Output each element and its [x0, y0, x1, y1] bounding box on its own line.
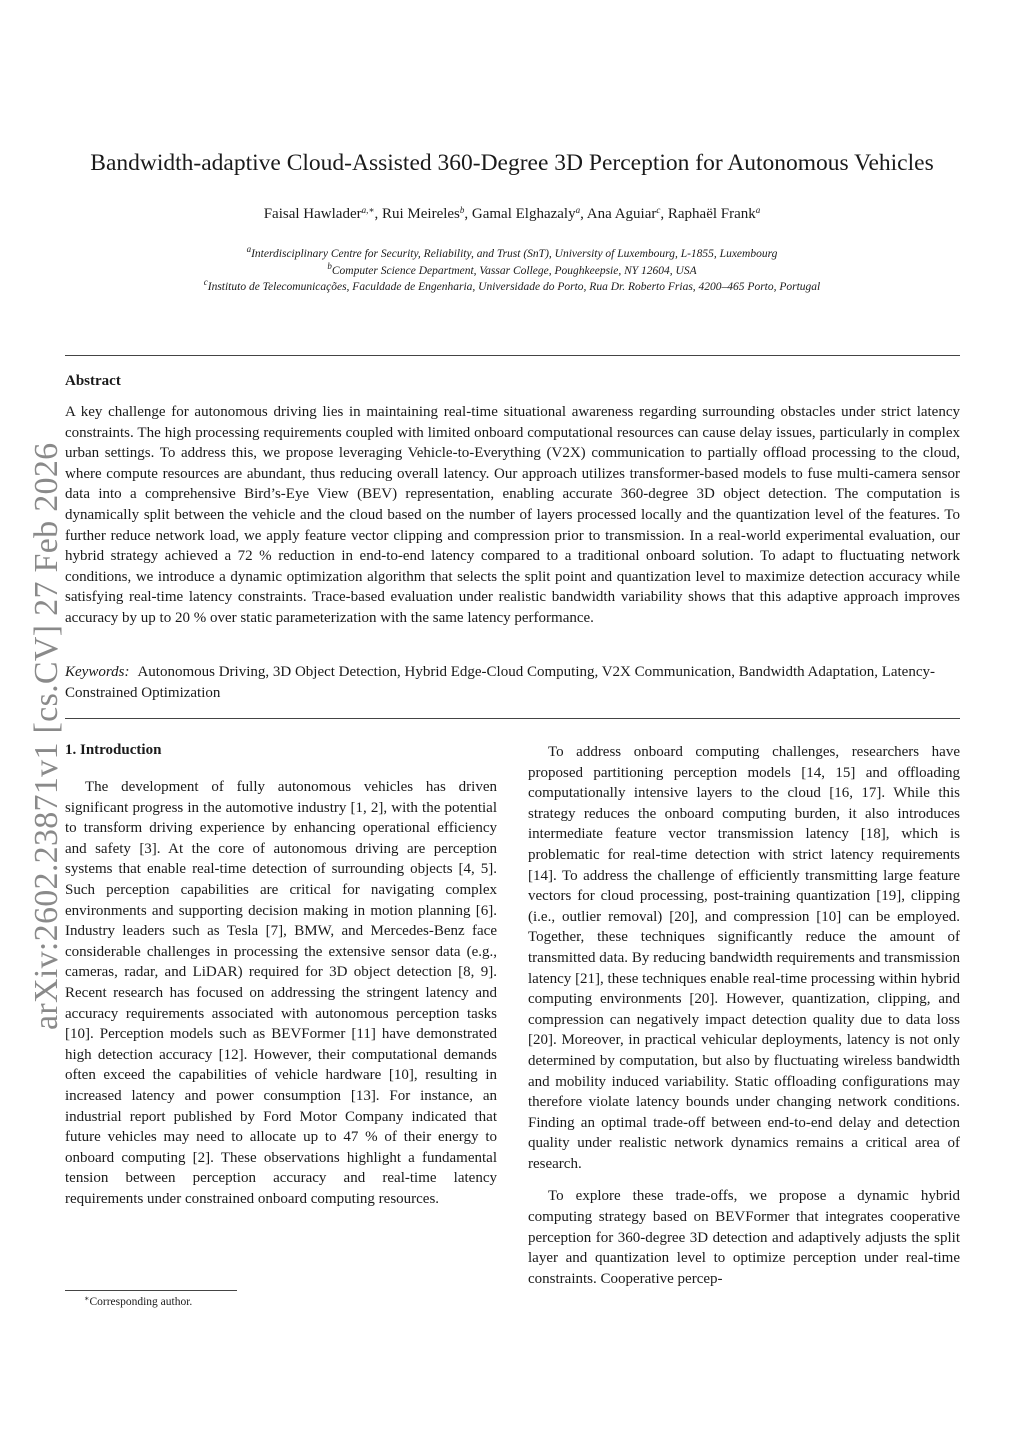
- abstract-heading: Abstract: [65, 373, 121, 389]
- author-affiliation-mark: a,∗: [361, 205, 375, 215]
- footnote-divider: [65, 1290, 237, 1291]
- affiliation-mark: b: [327, 260, 332, 271]
- arxiv-identifier-stamp: arXiv:2602.23871v1 [cs.CV] 27 Feb 2026: [28, 442, 65, 1030]
- affiliation-mark: a: [246, 244, 252, 254]
- affiliation: [0, 260, 1024, 280]
- affiliation: [0, 279, 1024, 296]
- author-affiliation-mark: a: [755, 205, 761, 215]
- left-column: [65, 777, 497, 1209]
- right-column: [528, 742, 960, 1289]
- abstract-text: A key challenge for autonomous driving lies in maintaining real-time situational awareness regarding surrounding obstacles under strict latency constraints. The high processing requirements coupled with limited onboard computational resources can cause delay issues, particularly in complex urban settings. To address this, we propose leveraging Vehicle-to-Everything (V2X) communication to partially offload processing to the cloud, where compute resources are abundant, thus reducing overall latency. Our approach utilizes transformer-based models to fuse multi-camera sensor data into a comprehensive Bird’s-Eye View (BEV) representation, enabling accurate 360-degree 3D object detection. The computation is dynamically split between the vehicle and the cloud based on the number of layers processed locally and the quantization level of the features. To further reduce network load, we apply feature vector clipping and compression prior to transmission. In a real-world experimental evaluation, our hybrid strategy achieved a 72 % reduction in end-to-end latency compared to a traditional onboard solution. To adapt to fluctuating network conditions, we introduce a dynamic optimization algorithm that selects the split point and quantization level to maximize detection accuracy while satisfying real-time latency constraints. Trace-based evaluation under realistic bandwidth variability shows that this adaptive approach improves accuracy by up to 20 % over static parameterization with the same latency performance.: [65, 404, 960, 626]
- keywords: [65, 662, 960, 703]
- affiliation-mark: c: [203, 277, 208, 287]
- affiliation-text: Instituto de Telecomunicações, Faculdade de Engenharia, Universidade do Porto, Rua Dr. Roberto Frias, 4200–465 Porto, Portugal: [207, 281, 821, 293]
- body-paragraph: The development of fully autonomous vehicles has driven significant progress in the automotive industry [1, 2], with the potential to transform driving experience by enhancing operational efficiency and safety [3]. At the core of autonomous driving are perception systems that enable real-time detection of surrounding objects [4, 5]. Such perception capabilities are critical for navigating complex environments and supporting decision making in motion planning [6]. Industry leaders such as Tesla [7], BMW, and Mercedes-Benz face considerable challenges in processing the extensive sensor data (e.g., cameras, radar, and LiDAR) required for 3D object detection [8, 9]. Recent research has focused on addressing the stringent latency and accuracy requirements associated with autonomous perception tasks [10]. Perception models such as BEVFormer [11] have demonstrated high detection accuracy [12]. However, their computational demands often exceed the capabilities of vehicle hardware [10], resulting in increased latency and power consumption [13]. For instance, an industrial report published by Ford Motor Company indicated that future vehicles may need to allocate up to 47 % of their energy to onboard computing [2]. These observations highlight a fundamental tension between perception accuracy and real-time latency requirements under constrained onboard computing resources.: [65, 779, 497, 1207]
- author-affiliation-mark: b: [459, 205, 465, 215]
- keywords-label: Keywords:: [65, 664, 130, 680]
- author-name: Gamal Elghazaly: [471, 206, 576, 222]
- footnote: [84, 1296, 192, 1308]
- affiliation: [0, 246, 1024, 263]
- author-name: Rui Meireles: [381, 206, 460, 222]
- author-affiliation-mark: c: [656, 205, 661, 215]
- author-name: Ana Aguiar: [586, 206, 657, 222]
- bottom-divider: [65, 718, 960, 719]
- author-list: Faisal Hawlader$^{a,∗}$, Rui Meireles$^b$, Gamal Elghazaly$^a$, Ana Aguiar$^c$, Raphaël Frank$^a$: [263, 205, 761, 222]
- author-name: Faisal Hawlader: [263, 206, 362, 222]
- body-paragraph: To explore these trade-offs, we propose a dynamic hybrid computing strategy based on BEVFormer that integrates cooperative perception for 360-degree 3D detection and adaptively adjusts the split layer and quantization level to optimize perception under real-time constraints. Cooperative percep-: [528, 1188, 960, 1287]
- author-name: Raphaël Frank: [667, 206, 756, 222]
- top-divider: [65, 355, 960, 356]
- body-paragraph: To address onboard computing challenges, researchers have proposed partitioning perception models [14, 15] and offloading computationally intensive layers to the cloud [16, 17]. While this strategy reduces the onboard computing burden, it also introduces intermediate feature vector transmission latency [18], which is problematic for real-time detection with strict latency requirements [14]. To address the challenge of efficiently transmitting large feature vectors for cloud processing, post-training quantization [19], clipping (i.e., outlier removal) [20], and compression [10] can be employed. Together, these techniques significantly reduce the amount of transmitted data. By reducing bandwidth requirements and transmission latency [21], these techniques enable real-time processing within hybrid computing environments [20]. However, quantization, clipping, and compression can negatively impact detection quality due to data loss [20]. Moreover, in practical vehicular deployments, latency is not only determined by computation, but also by fluctuating wireless bandwidth and mobility induced variability. Static offloading configurations may therefore violate latency bounds under changing network conditions. Finding an optimal trade-off between end-to-end delay and detection quality under realistic network dynamics remains a critical area of research.: [528, 744, 960, 1172]
- affiliation-text: Computer Science Department, Vassar College, Poughkeepsie, NY 12604, USA: [331, 264, 697, 277]
- keywords-text: Autonomous Driving, 3D Object Detection, Hybrid Edge-Cloud Computing, V2X Communication, Bandwidth Adaptation, Latency-Constrained Optimization: [65, 664, 935, 701]
- footnote-text: Corresponding author.: [89, 1296, 193, 1308]
- paper-title: Bandwidth-adaptive Cloud-Assisted 360-Degree 3D Perception for Autonomous Vehicles: [90, 150, 934, 176]
- section-heading-introduction: 1. Introduction: [65, 742, 162, 758]
- author-affiliation-mark: a: [575, 205, 581, 215]
- affiliation-text: Interdisciplinary Centre for Security, Reliability, and Trust (SnT), University of Luxembourg, L-1855, Luxembourg: [251, 248, 778, 260]
- affiliation-list: [0, 246, 1024, 296]
- footnote-mark: ∗: [84, 1294, 90, 1303]
